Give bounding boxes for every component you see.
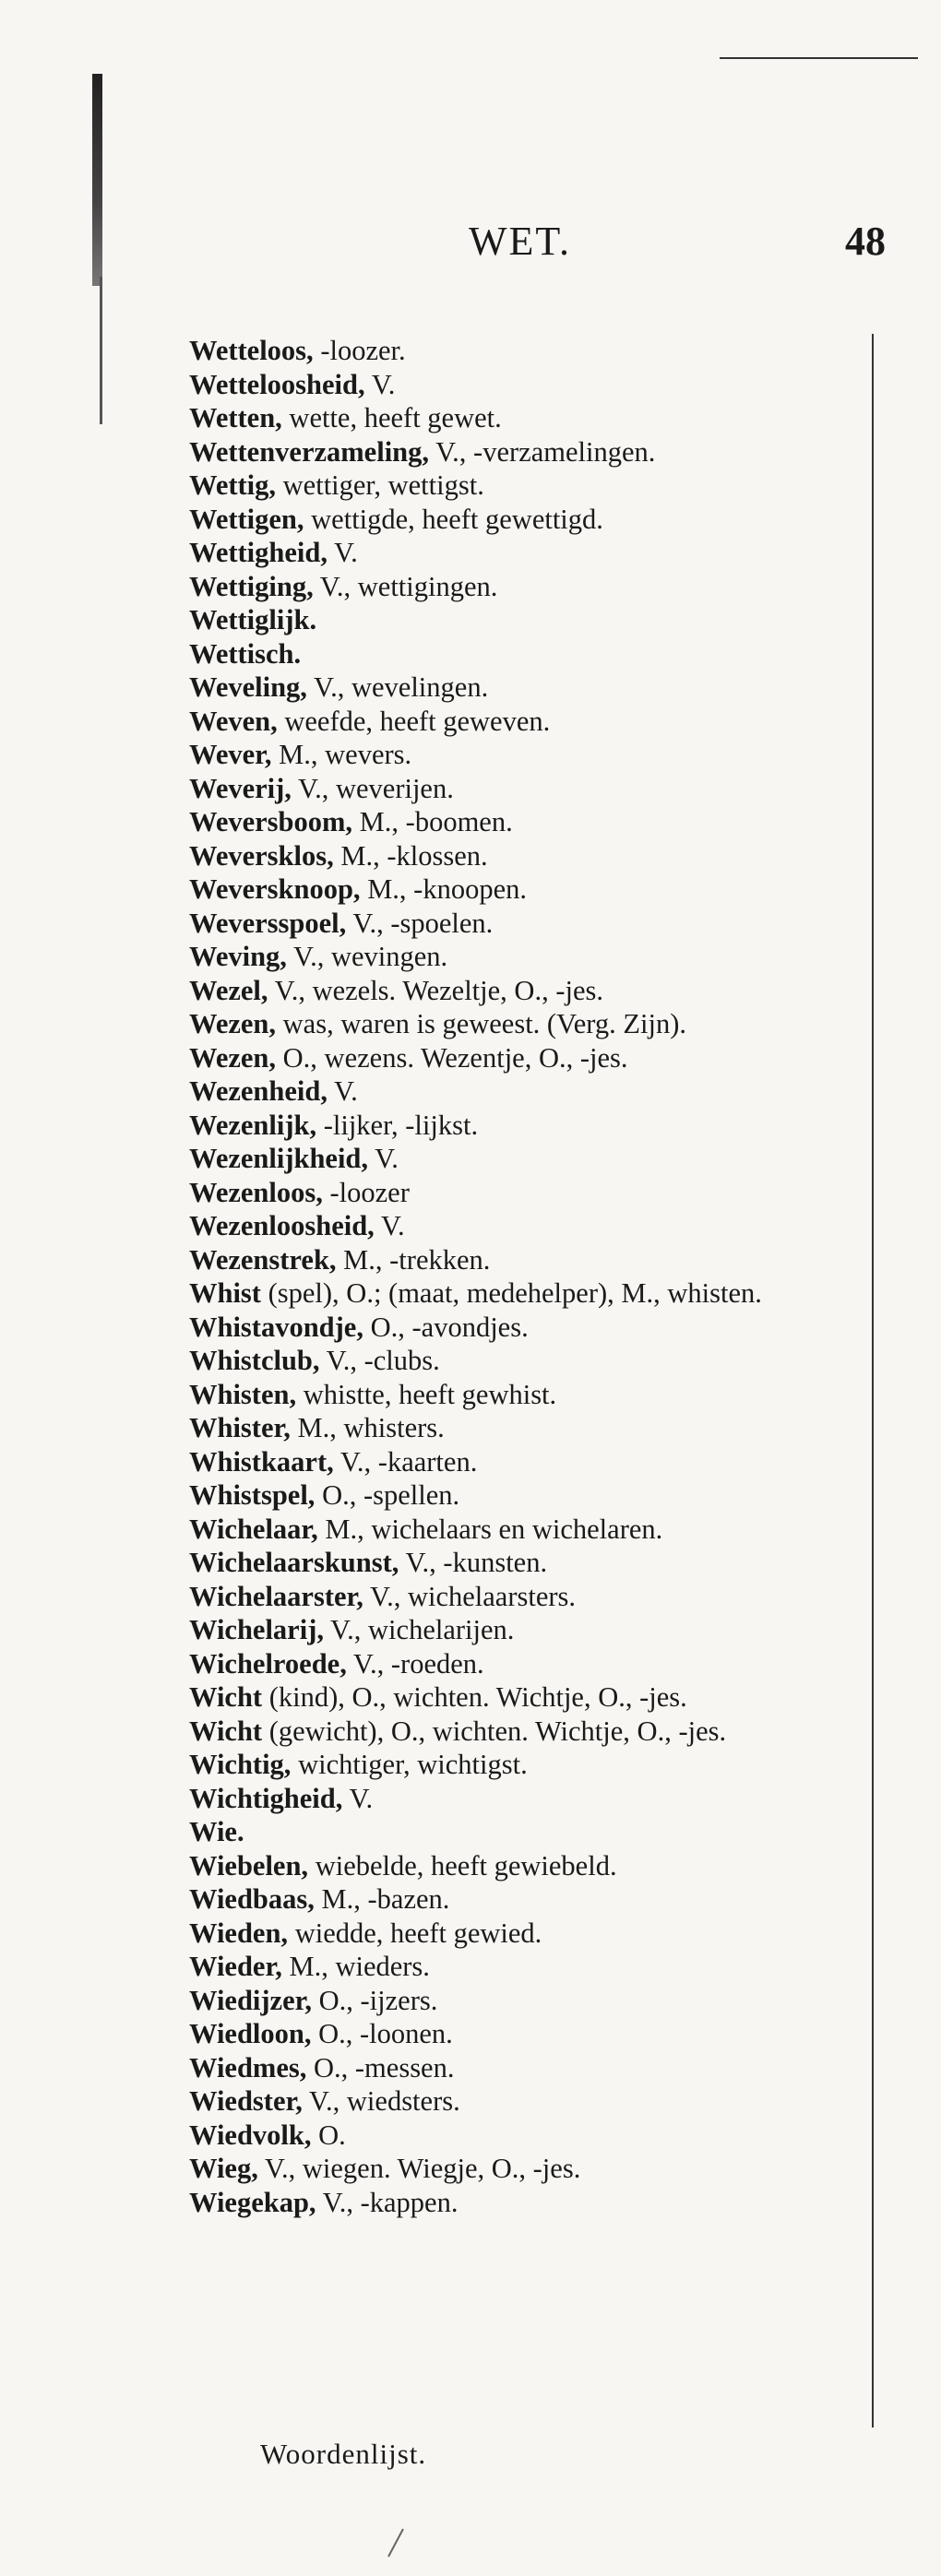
dictionary-entry xyxy=(189,1176,858,1210)
entry-headword: Wiedster, xyxy=(189,2085,303,2117)
entry-headword: Wezenstrek, xyxy=(189,1243,337,1276)
page-number: 48 xyxy=(845,219,886,264)
entry-headword: Wichelarij, xyxy=(189,1614,324,1645)
dictionary-entry xyxy=(189,2017,858,2051)
footer-signature: Woordenlijst. xyxy=(260,2438,427,2470)
dictionary-entry xyxy=(189,1411,858,1445)
entry-headword: Wieden, xyxy=(189,1917,289,1949)
entry-definition: O., -avondjes. xyxy=(363,1311,529,1343)
entry-definition: wette, heeft gewet. xyxy=(281,402,502,433)
entry-definition: wettiger, wettigst. xyxy=(276,469,484,501)
entry-headword: Wiedijzer, xyxy=(189,1984,312,2016)
entry-definition: (gewicht), O., wichten. Wichtje, O., -jes. xyxy=(262,1715,727,1747)
dictionary-entry xyxy=(189,1109,858,1143)
dictionary-entry xyxy=(189,536,858,570)
entry-definition: wiedde, heeft gewied. xyxy=(288,1917,542,1949)
dictionary-entry xyxy=(189,503,858,537)
entry-definition: -loozer xyxy=(322,1176,410,1208)
entry-definition: V. xyxy=(364,368,396,400)
entry-headword: Wicht xyxy=(189,1681,263,1713)
entry-headword: Weven, xyxy=(189,705,278,737)
dictionary-entry xyxy=(189,1680,858,1715)
top-rule xyxy=(720,57,918,59)
entry-definition: V., wiegen. Wiegje, O., -jes. xyxy=(257,2153,581,2184)
entry-definition: (kind), O., wichten. Wichtje, O., -jes. xyxy=(262,1681,687,1713)
dictionary-entry xyxy=(189,1243,858,1277)
entry-definition: O. xyxy=(311,2119,346,2151)
entry-headword: Wettiglijk. xyxy=(189,604,317,635)
dictionary-entry xyxy=(189,2084,858,2119)
entry-headword: Wicht xyxy=(189,1715,263,1747)
entry-definition: V., -kunsten. xyxy=(399,1547,548,1578)
entry-headword: Wichelroede, xyxy=(189,1647,347,1680)
dictionary-entry xyxy=(189,1276,858,1311)
entry-definition: V. xyxy=(327,537,358,568)
entry-definition: V., -roeden. xyxy=(346,1647,484,1680)
entry-headword: Wezenlijk, xyxy=(189,1109,317,1141)
entry-headword: Whist xyxy=(189,1277,261,1309)
entry-headword: Wettig, xyxy=(189,469,277,501)
dictionary-entry xyxy=(189,1882,858,1917)
column-rule xyxy=(872,334,874,2428)
dictionary-entry xyxy=(189,1311,858,1345)
dictionary-entry xyxy=(189,1445,858,1479)
entry-definition: M., -bazen. xyxy=(314,1883,450,1915)
dictionary-entry xyxy=(189,1647,858,1681)
dictionary-entry xyxy=(189,1209,858,1243)
entry-headword: Weversknoop, xyxy=(189,873,361,905)
entry-headword: Wiedmes, xyxy=(189,2051,307,2083)
dictionary-entry xyxy=(189,1074,858,1109)
entry-definition: V., -kappen. xyxy=(316,2186,459,2218)
running-head: WET. xyxy=(469,219,572,264)
entry-headword: Wezel, xyxy=(189,974,268,1006)
entry-definition: M., -klossen. xyxy=(333,839,488,872)
entry-headword: Whistkaart, xyxy=(189,1445,334,1478)
dictionary-entry xyxy=(189,1142,858,1176)
entry-headword: Weveling, xyxy=(189,671,307,703)
entry-headword: Wettenverzameling, xyxy=(189,435,430,468)
dictionary-entry xyxy=(189,772,858,806)
entry-definition: was, waren is geweest. (Verg. Zijn). xyxy=(276,1008,686,1039)
dictionary-entry xyxy=(189,334,858,368)
dictionary-entry xyxy=(189,1984,858,2018)
entry-headword: Whister, xyxy=(189,1412,291,1443)
entry-definition: V., -spoelen. xyxy=(346,907,494,939)
entry-headword: Wichtigheid, xyxy=(189,1782,343,1814)
entry-definition: V., wezels. Wezeltje, O., -jes. xyxy=(268,974,603,1006)
entry-headword: Whistspel, xyxy=(189,1479,316,1511)
entry-definition: M., wevers. xyxy=(271,739,412,770)
dictionary-entry xyxy=(189,1007,858,1041)
entry-definition: O., -spellen. xyxy=(315,1479,460,1511)
dictionary-entry xyxy=(189,671,858,705)
entry-headword: Wiedloon, xyxy=(189,2018,312,2049)
entry-headword: Wiegekap, xyxy=(189,2186,316,2218)
dictionary-entry xyxy=(189,1478,858,1513)
entry-definition: O., -loonen. xyxy=(311,2018,453,2049)
dictionary-entry xyxy=(189,1715,858,1749)
dictionary-entry xyxy=(189,368,858,402)
stray-mark xyxy=(387,2529,404,2558)
entry-definition: V. xyxy=(327,1075,358,1107)
dictionary-entry xyxy=(189,1917,858,1951)
entry-definition: O., -messen. xyxy=(306,2051,455,2083)
dictionary-entry xyxy=(189,940,858,974)
entry-definition: M., -trekken. xyxy=(336,1243,491,1276)
entry-definition: M., -boomen. xyxy=(352,806,513,837)
dictionary-entry xyxy=(189,1815,858,1849)
entry-definition: wiebelde, heeft gewiebeld. xyxy=(308,1849,617,1882)
entry-definition: M., wieders. xyxy=(281,1951,430,1982)
entry-definition: -loozer. xyxy=(313,335,406,366)
entry-definition: V., wichelaarsters. xyxy=(363,1580,577,1612)
entry-headword: Wezenloos, xyxy=(189,1176,323,1208)
entry-definition: (spel), O.; (maat, medehelper), M., whisten. xyxy=(260,1277,762,1309)
dictionary-entry xyxy=(189,435,858,469)
entry-definition: V., wevingen. xyxy=(286,941,448,972)
entry-definition: weefde, heeft geweven. xyxy=(277,705,551,737)
entry-definition: V., wiedsters. xyxy=(302,2085,460,2117)
entry-headword: Whisten, xyxy=(189,1378,297,1410)
entry-headword: Weving, xyxy=(189,941,287,972)
dictionary-entry xyxy=(189,738,858,772)
entry-headword: Wezenloosheid, xyxy=(189,1210,375,1241)
dictionary-entry xyxy=(189,839,858,873)
entry-definition: V., wevelingen. xyxy=(306,671,489,703)
binding-edge-mark xyxy=(100,277,102,424)
dictionary-entry xyxy=(189,570,858,604)
dictionary-entry xyxy=(189,2119,858,2153)
entry-headword: Wettisch. xyxy=(189,637,302,670)
dictionary-entry xyxy=(189,1041,858,1075)
entry-definition: M., wichelaars en wichelaren. xyxy=(317,1513,663,1545)
entry-definition: V. xyxy=(342,1782,374,1814)
dictionary-entry xyxy=(189,1344,858,1378)
entry-headword: Wettigen, xyxy=(189,503,304,535)
entry-headword: Wiebelen, xyxy=(189,1849,309,1882)
entry-headword: Wezen, xyxy=(189,1008,277,1039)
dictionary-entry xyxy=(189,1513,858,1547)
dictionary-entry xyxy=(189,805,858,839)
entry-headword: Wetteloosheid, xyxy=(189,368,365,400)
entry-headword: Weverij, xyxy=(189,772,292,804)
dictionary-entry xyxy=(189,1849,858,1883)
entry-definition: V., -kaarten. xyxy=(333,1445,478,1478)
entry-definition: M., -knoopen. xyxy=(360,873,528,905)
entry-definition: V., -verzamelingen. xyxy=(429,435,656,468)
entry-headword: Weversboom, xyxy=(189,806,353,837)
dictionary-entry xyxy=(189,1378,858,1412)
entry-headword: Wezenheid, xyxy=(189,1075,328,1107)
dictionary-entry xyxy=(189,401,858,435)
entry-definition: O., wezens. Wezentje, O., -jes. xyxy=(276,1041,628,1074)
entry-headword: Wieg, xyxy=(189,2153,258,2184)
entry-headword: Wettigheid, xyxy=(189,537,328,568)
entry-headword: Weversspoel, xyxy=(189,907,347,939)
word-list xyxy=(189,334,858,2219)
entry-headword: Wezen, xyxy=(189,1041,277,1074)
entry-headword: Wie. xyxy=(189,1816,244,1847)
entry-headword: Wiedbaas, xyxy=(189,1883,315,1915)
entry-definition: wichtiger, wichtigst. xyxy=(291,1749,528,1780)
entry-headword: Wichtig, xyxy=(189,1749,292,1780)
dictionary-entry xyxy=(189,2152,858,2186)
dictionary-entry xyxy=(189,603,858,637)
dictionary-entry xyxy=(189,637,858,671)
dictionary-entry xyxy=(189,1950,858,1984)
entry-definition: V., wettigingen. xyxy=(313,570,498,602)
dictionary-entry xyxy=(189,873,858,907)
dictionary-entry xyxy=(189,1546,858,1580)
entry-headword: Wichelaarster, xyxy=(189,1580,363,1612)
entry-definition: -lijker, -lijkst. xyxy=(316,1109,479,1141)
entry-definition: V., -clubs. xyxy=(319,1345,440,1376)
dictionary-entry xyxy=(189,1782,858,1816)
dictionary-entry xyxy=(189,974,858,1008)
entry-headword: Wieder, xyxy=(189,1951,282,1982)
entry-definition: wettigde, heeft gewettigd. xyxy=(304,503,603,535)
entry-headword: Wetteloos, xyxy=(189,335,314,366)
dictionary-entry xyxy=(189,705,858,739)
entry-headword: Wever, xyxy=(189,739,272,770)
binding-edge-mark xyxy=(92,74,102,286)
entry-definition: V. xyxy=(374,1210,405,1241)
entry-headword: Wettiging, xyxy=(189,570,314,602)
dictionary-entry xyxy=(189,469,858,503)
dictionary-entry xyxy=(189,907,858,941)
entry-definition: O., -ijzers. xyxy=(312,1984,438,2016)
entry-headword: Wichelaar, xyxy=(189,1513,318,1545)
entry-headword: Whistavondje, xyxy=(189,1311,363,1343)
entry-definition: M., whisters. xyxy=(290,1412,445,1443)
entry-headword: Wetten, xyxy=(189,402,282,433)
entry-headword: Wichelaarskunst, xyxy=(189,1547,399,1578)
entry-definition: V. xyxy=(368,1143,399,1174)
entry-definition: whistte, heeft gewhist. xyxy=(296,1378,557,1410)
entry-headword: Whistclub, xyxy=(189,1345,320,1376)
entry-headword: Weversklos, xyxy=(189,839,334,872)
entry-headword: Wezenlijkheid, xyxy=(189,1143,369,1174)
entry-headword: Wiedvolk, xyxy=(189,2119,312,2151)
dictionary-entry xyxy=(189,1613,858,1647)
entry-definition: V., wichelarijen. xyxy=(323,1614,515,1645)
dictionary-entry xyxy=(189,2051,858,2085)
dictionary-entry xyxy=(189,1580,858,1614)
dictionary-entry xyxy=(189,2186,858,2220)
entry-definition: V., weverijen. xyxy=(291,772,454,804)
dictionary-entry xyxy=(189,1748,858,1782)
